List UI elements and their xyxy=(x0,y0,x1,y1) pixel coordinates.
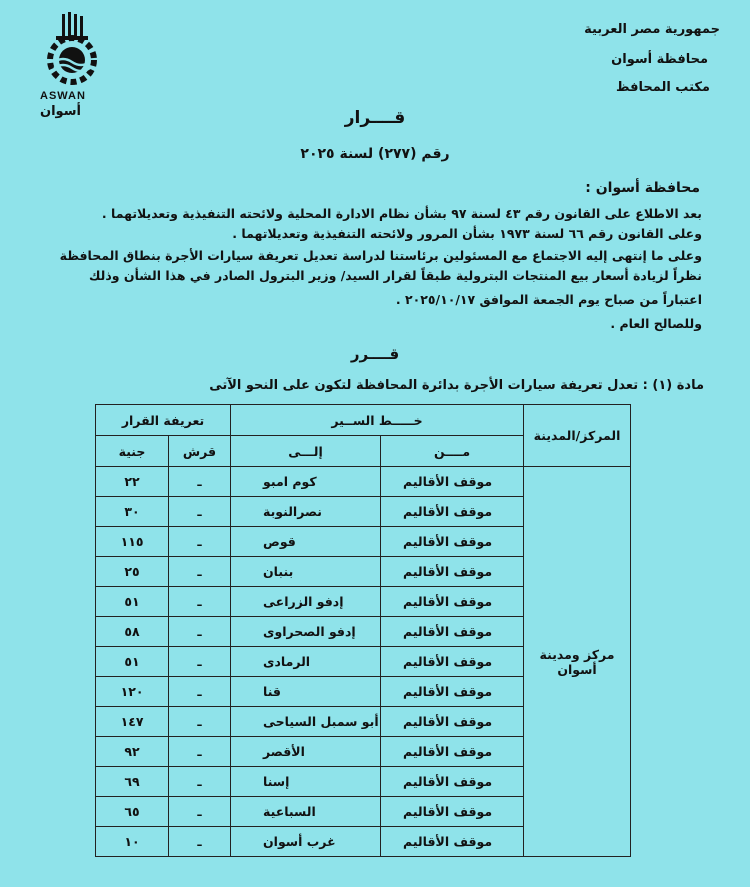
to-cell: إدفو الزراعى xyxy=(231,587,381,617)
from-cell: موقف الأقاليم xyxy=(381,707,524,737)
logo-latin-text: ASWAN xyxy=(40,90,86,102)
piasters-cell: ـ xyxy=(169,677,231,707)
preamble-line: وعلى ما إنتهى إليه الاجتماع مع المسئولين برئاستنا لدراسة تعديل تعريفة سيارات الأجرة بنطاق المحافظة xyxy=(59,248,702,263)
pounds-cell: ١٢٠ xyxy=(96,677,169,707)
piasters-cell: ـ xyxy=(169,797,231,827)
table-row xyxy=(96,467,631,497)
piasters-cell: ـ xyxy=(169,527,231,557)
preamble-line: نظراً لزيادة أسعار بيع المنتجات البترولية طبقاً لقرار السيد/ وزير البترول الصادر في هذا الشأن وذلك xyxy=(89,268,702,283)
pounds-cell: ٩٢ xyxy=(96,737,169,767)
pounds-cell: ٥١ xyxy=(96,587,169,617)
piasters-cell: ـ xyxy=(169,767,231,797)
preamble-line: بعد الاطلاع على القانون رقم ٤٣ لسنة ٩٧ بشأن نظام الادارة المحلية ولائحته التنفيذية وتعديلاتهما . xyxy=(101,206,702,221)
header-piasters: قرش xyxy=(169,436,231,467)
preamble-line: وعلى القانون رقم ٦٦ لسنة ١٩٧٣ بشأن المرور ولائحته التنفيذية وتعديلاتهما . xyxy=(232,226,702,241)
from-cell: موقف الأقاليم xyxy=(381,767,524,797)
header-center: المركز/المدينة xyxy=(524,405,631,467)
from-cell: موقف الأقاليم xyxy=(381,467,524,497)
from-cell: موقف الأقاليم xyxy=(381,527,524,557)
to-cell: أبو سمبل السياحى xyxy=(231,707,381,737)
piasters-cell: ـ xyxy=(169,617,231,647)
to-cell: إسنا xyxy=(231,767,381,797)
to-cell: الرمادى xyxy=(231,647,381,677)
decrees-heading: قــــرر xyxy=(350,345,400,363)
header-fare: تعريفة القرار xyxy=(96,405,231,436)
piasters-cell: ـ xyxy=(169,827,231,857)
from-cell: موقف الأقاليم xyxy=(381,617,524,647)
pounds-cell: ١٤٧ xyxy=(96,707,169,737)
article-1: مادة (١) : تعدل تعريفة سيارات الأجرة بدائرة المحافظة لتكون على النحو الآتى xyxy=(209,378,704,393)
piasters-cell: ـ xyxy=(169,497,231,527)
to-cell: قنا xyxy=(231,677,381,707)
to-cell: بنبان xyxy=(231,557,381,587)
to-cell: قوص xyxy=(231,527,381,557)
from-cell: موقف الأقاليم xyxy=(381,647,524,677)
fare-table xyxy=(95,404,631,857)
header-to: إلـــى xyxy=(231,436,381,467)
decree-number: رقم (٢٧٧) لسنة ٢٠٢٥ xyxy=(300,146,450,162)
piasters-cell: ـ xyxy=(169,587,231,617)
preamble-line: وللصالح العام . xyxy=(610,316,702,331)
from-cell: موقف الأقاليم xyxy=(381,677,524,707)
to-cell: نصرالنوبة xyxy=(231,497,381,527)
to-cell: السباعية xyxy=(231,797,381,827)
piasters-cell: ـ xyxy=(169,647,231,677)
emblem-icon xyxy=(18,12,128,92)
preamble-line: اعتباراً من صباح يوم الجمعة الموافق ٢٠٢٥/١٠/١٧ . xyxy=(395,292,702,307)
decree-title: قــــرار xyxy=(344,108,406,128)
pounds-cell: ٢٥ xyxy=(96,557,169,587)
piasters-cell: ـ xyxy=(169,467,231,497)
from-cell: موقف الأقاليم xyxy=(381,557,524,587)
to-cell: الأقصر xyxy=(231,737,381,767)
center-name-cell: مركز ومدينة أسوان xyxy=(524,467,631,857)
pounds-cell: ٦٥ xyxy=(96,797,169,827)
to-cell: غرب أسوان xyxy=(231,827,381,857)
from-cell: موقف الأقاليم xyxy=(381,827,524,857)
pounds-cell: ٣٠ xyxy=(96,497,169,527)
to-cell: كوم امبو xyxy=(231,467,381,497)
piasters-cell: ـ xyxy=(169,737,231,767)
governor-title: محافظة أسوان : xyxy=(585,180,700,196)
pounds-cell: ١١٥ xyxy=(96,527,169,557)
to-cell: إدفو الصحراوى xyxy=(231,617,381,647)
pounds-cell: ٢٢ xyxy=(96,467,169,497)
aswan-governorate-logo xyxy=(18,12,128,119)
header-republic: جمهورية مصر العربية xyxy=(584,22,720,37)
piasters-cell: ـ xyxy=(169,557,231,587)
pounds-cell: ٥١ xyxy=(96,647,169,677)
from-cell: موقف الأقاليم xyxy=(381,497,524,527)
fare-table-body xyxy=(96,467,631,857)
header-governorate: محافظة أسوان xyxy=(611,52,708,67)
header-office: مكتب المحافظ xyxy=(616,80,710,95)
from-cell: موقف الأقاليم xyxy=(381,737,524,767)
from-cell: موقف الأقاليم xyxy=(381,797,524,827)
from-cell: موقف الأقاليم xyxy=(381,587,524,617)
header-route: خـــــط الســير xyxy=(231,405,524,436)
logo-arabic-text: أسوان xyxy=(40,104,81,119)
pounds-cell: ٥٨ xyxy=(96,617,169,647)
header-pounds: جنية xyxy=(96,436,169,467)
piasters-cell: ـ xyxy=(169,707,231,737)
pounds-cell: ٦٩ xyxy=(96,767,169,797)
pounds-cell: ١٠ xyxy=(96,827,169,857)
header-from: مــــن xyxy=(381,436,524,467)
